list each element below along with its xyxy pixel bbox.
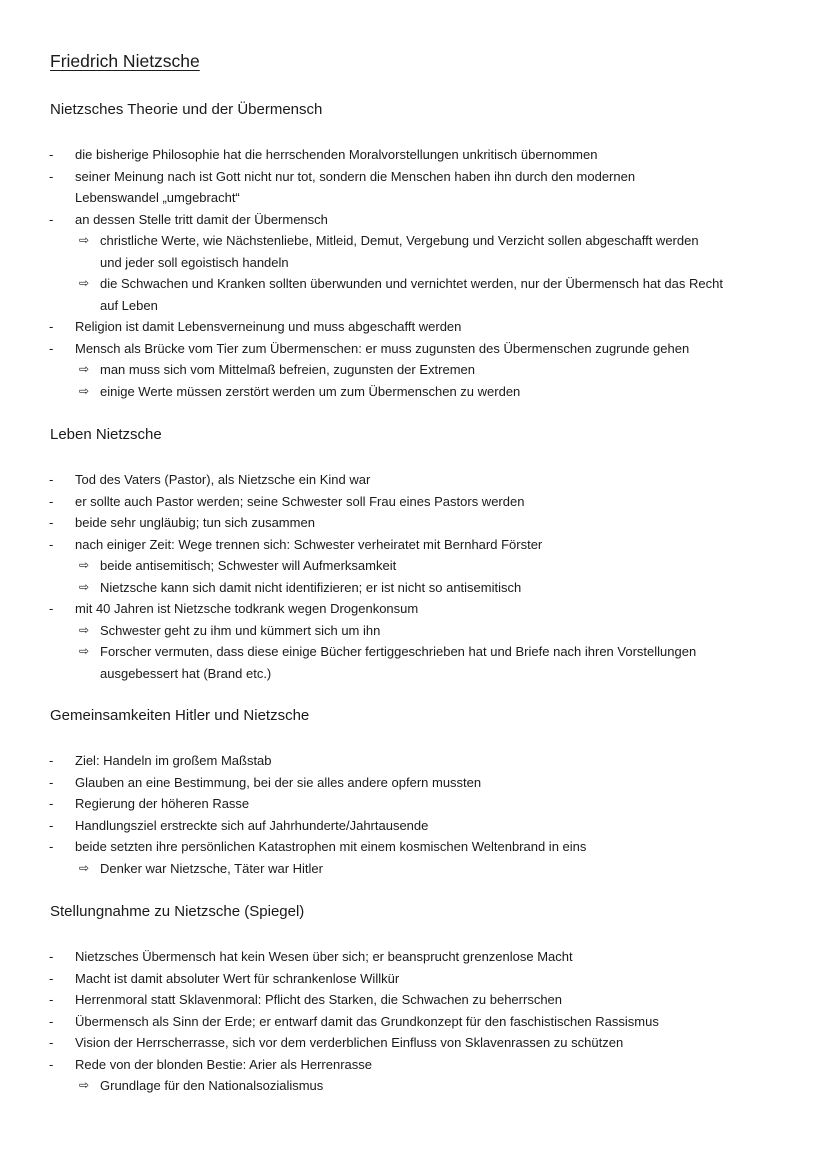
item-text-line: Mensch als Brücke vom Tier zum Übermenschen: er muss zugunsten des Übermenschen zugrunde gehen <box>75 340 690 356</box>
bullet-item <box>49 534 790 556</box>
dash-marker: - <box>49 168 54 184</box>
dash-marker: - <box>49 319 54 334</box>
bullet-item <box>49 793 790 815</box>
bullet-item <box>49 989 790 1011</box>
bullet-item <box>49 1032 790 1054</box>
arrow-icon: ⇨ <box>79 860 90 875</box>
dash-marker: - <box>49 839 54 854</box>
sub-bullet-item <box>79 359 790 381</box>
item-text-line: Ziel: Handeln im großem Maßstab <box>75 753 272 768</box>
item-text-line: Glauben an eine Bestimmung, bei der sie alles andere opfern mussten <box>75 774 482 790</box>
dash-marker: - <box>49 1013 54 1029</box>
item-text-line: die bisherige Philosophie hat die herrschenden Moralvorstellungen unkritisch übernommen <box>75 147 598 162</box>
item-text-line: beide antisemitisch; Schwester will Aufmerksamkeit <box>100 558 397 573</box>
dash-marker: - <box>49 536 54 552</box>
dash-marker: - <box>49 992 54 1007</box>
item-text-line: Vision der Herrscherrasse, sich vor dem verderblichen Einfluss von Sklavenrassen zu schützen <box>75 1035 624 1050</box>
item-text-line: Schwester geht zu ihm und kümmert sich um ihn <box>100 622 381 638</box>
section-heading: Nietzsches Theorie und der Übermensch <box>50 101 323 118</box>
section-heading: Gemeinsamkeiten Hitler und Nietzsche <box>50 707 310 724</box>
bullet-item <box>49 750 790 772</box>
dash-marker: - <box>49 493 54 509</box>
arrow-icon: ⇨ <box>79 644 90 658</box>
dash-marker: - <box>49 970 54 986</box>
bullet-item <box>49 512 790 534</box>
bullet-item <box>49 772 790 794</box>
dash-marker: - <box>49 340 54 356</box>
item-text-line: seiner Meinung nach ist Gott nicht nur tot, sondern die Menschen haben ihn durch den modernen <box>75 168 636 184</box>
item-text-line: an dessen Stelle tritt damit der Übermensch <box>75 211 328 227</box>
dash-marker: - <box>49 796 54 811</box>
dash-marker: - <box>49 147 54 162</box>
item-text-line: Religion ist damit Lebensverneinung und muss abgeschafft werden <box>75 319 462 334</box>
arrow-icon: ⇨ <box>79 383 90 398</box>
sub-bullet-item <box>79 620 790 642</box>
item-text-line: Handlungsziel erstreckte sich auf Jahrhunderte/Jahrtausende <box>75 817 429 833</box>
sub-bullet-item <box>79 381 790 403</box>
sub-bullet-item <box>79 858 790 880</box>
arrow-icon: ⇨ <box>79 362 90 376</box>
arrow-icon: ⇨ <box>79 622 90 637</box>
arrow-icon: ⇨ <box>79 579 90 594</box>
bullet-item <box>49 469 790 491</box>
section-heading: Stellungnahme zu Nietzsche (Spiegel) <box>50 903 305 920</box>
item-text-line: Macht ist damit absoluter Wert für schrankenlose Willkür <box>75 970 400 986</box>
bullet-item <box>49 598 790 620</box>
dash-marker: - <box>49 753 54 768</box>
dash-marker: - <box>49 817 54 833</box>
dash-marker: - <box>49 1035 54 1050</box>
bullet-item <box>49 209 790 231</box>
dash-marker: - <box>49 1056 54 1072</box>
item-text-line: ausgebessert hat (Brand etc.) <box>100 665 272 681</box>
item-text-line: und jeder soll egoistisch handeln <box>100 254 289 270</box>
item-text-line: die Schwachen und Kranken sollten überwunden und vernichtet werden, nur der Übermensch hat das Recht <box>100 276 723 291</box>
document-title: Friedrich Nietzsche <box>50 51 200 71</box>
item-text-line: Rede von der blonden Bestie: Arier als Herrenrasse <box>75 1056 372 1072</box>
item-text-line: Forscher vermuten, dass diese einige Bücher fertiggeschrieben hat und Briefe nach ihren Vorstellungen <box>100 644 697 659</box>
sub-bullet-item <box>79 230 790 273</box>
item-text-line: Nietzsche kann sich damit nicht identifizieren; er ist nicht so antisemitisch <box>100 579 522 595</box>
item-text-line: er sollte auch Pastor werden; seine Schwester soll Frau eines Pastors werden <box>75 493 525 509</box>
bullet-item <box>49 1054 790 1076</box>
item-text-line: einige Werte müssen zerstört werden um zum Übermenschen zu werden <box>100 383 521 399</box>
item-text-line: mit 40 Jahren ist Nietzsche todkrank wegen Drogenkonsum <box>75 601 419 616</box>
sub-bullet-item <box>79 273 790 316</box>
arrow-icon: ⇨ <box>79 233 90 247</box>
dash-marker: - <box>49 472 54 487</box>
dash-marker: - <box>49 774 54 790</box>
bullet-item <box>49 836 790 858</box>
bullet-item <box>49 968 790 990</box>
sub-bullet-item <box>79 1075 790 1097</box>
dash-marker: - <box>49 211 54 227</box>
item-text-line: Regierung der höheren Rasse <box>75 796 250 811</box>
item-text-line: Denker war Nietzsche, Täter war Hitler <box>100 860 323 876</box>
bullet-item <box>49 166 790 209</box>
dash-marker: - <box>49 515 54 530</box>
arrow-icon: ⇨ <box>79 1078 90 1092</box>
item-text-line: Lebenswandel „umgebracht“ <box>75 190 240 205</box>
item-text-line: Herrenmoral statt Sklavenmoral: Pflicht des Starken, die Schwachen zu beherrschen <box>75 992 563 1007</box>
item-text-line: Grundlage für den Nationalsozialismus <box>100 1078 324 1093</box>
sub-bullet-item <box>79 641 790 684</box>
bullet-item <box>49 946 790 968</box>
item-text-line: auf Leben <box>100 297 158 313</box>
item-text-line: Übermensch als Sinn der Erde; er entwarf damit das Grundkonzept für den faschistischen Rassismus <box>75 1013 659 1029</box>
sub-bullet-item <box>79 555 790 577</box>
item-text-line: beide sehr ungläubig; tun sich zusammen <box>75 515 315 530</box>
item-text-line: Nietzsches Übermensch hat kein Wesen über sich; er beansprucht grenzenlose Macht <box>75 949 573 964</box>
dash-marker: - <box>49 949 54 964</box>
dash-marker: - <box>49 601 54 616</box>
sub-bullet-item <box>79 577 790 599</box>
bullet-item <box>49 815 790 837</box>
bullet-item <box>49 144 790 166</box>
item-text-line: beide setzten ihre persönlichen Katastrophen mit einem kosmischen Weltenbrand in eins <box>75 839 587 854</box>
item-text-line: christliche Werte, wie Nächstenliebe, Mitleid, Demut, Vergebung und Verzicht sollen abgeschafft werden <box>100 233 699 248</box>
arrow-icon: ⇨ <box>79 276 90 290</box>
section-heading: Leben Nietzsche <box>50 426 162 443</box>
item-text-line: Tod des Vaters (Pastor), als Nietzsche ein Kind war <box>75 472 371 487</box>
item-text-line: nach einiger Zeit: Wege trennen sich: Schwester verheiratet mit Bernhard Förster <box>75 536 543 552</box>
arrow-icon: ⇨ <box>79 558 90 572</box>
bullet-item <box>49 491 790 513</box>
item-text-line: man muss sich vom Mittelmaß befreien, zugunsten der Extremen <box>100 362 475 377</box>
bullet-item <box>49 316 790 338</box>
bullet-item <box>49 338 790 360</box>
bullet-item <box>49 1011 790 1033</box>
